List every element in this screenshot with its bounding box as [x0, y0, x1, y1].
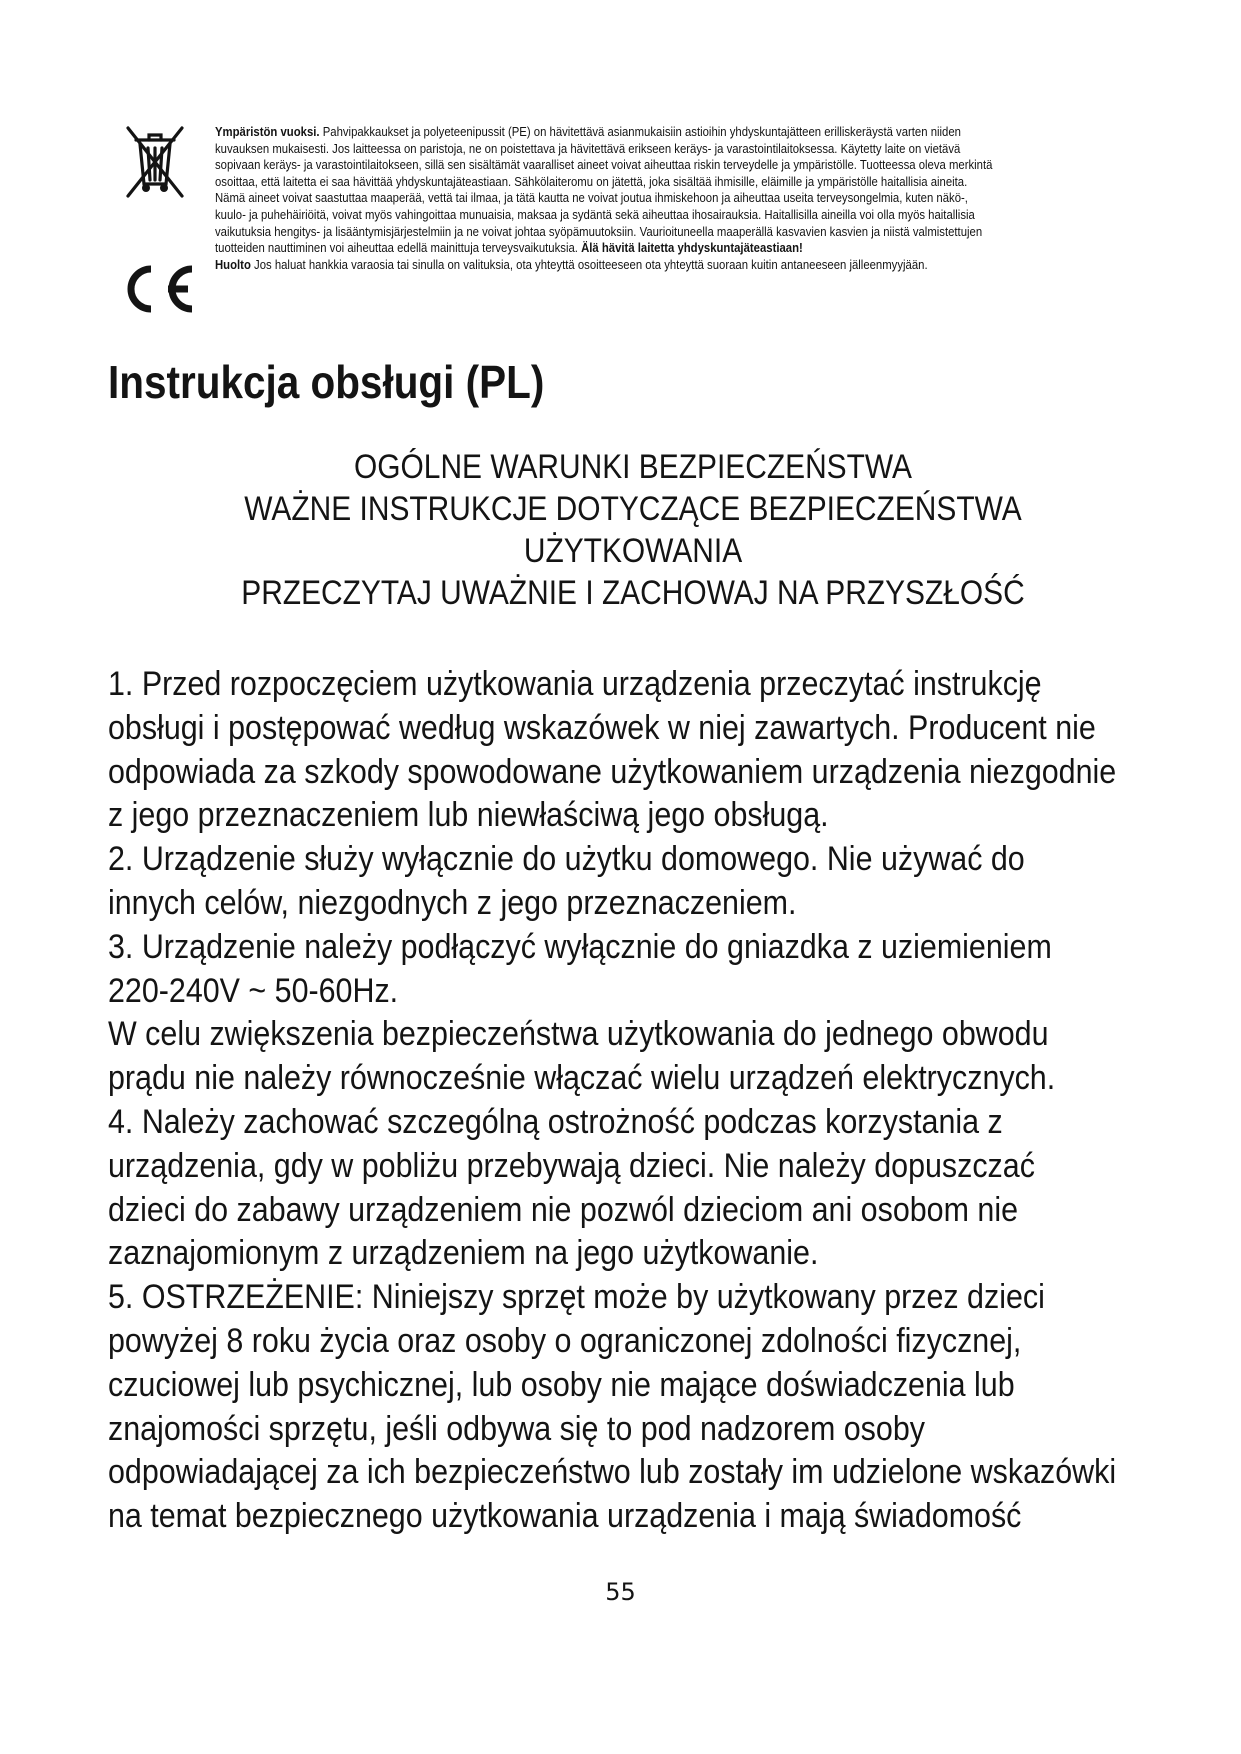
- body-line: 3. Urządzenie należy podłączyć wyłącznie do gniazdka z uziemieniem: [108, 927, 1052, 966]
- notice-heading: Ympäristön vuoksi.: [215, 125, 320, 139]
- body-line: 220-240V ~ 50-60Hz.: [108, 971, 399, 1010]
- body-line: czuciowej lub psychicznej, lub osoby nie mające doświadczenia lub: [108, 1365, 1015, 1404]
- environment-notice: [215, 124, 1079, 273]
- body-line: na temat bezpiecznego użytkowania urządzenia i mają świadomość: [108, 1497, 1022, 1536]
- notice-line: Nämä aineet voivat saastuttaa maaperää, vettä tai ilmaa, ja tätä kautta ne voivat joutua ihmiskehoon ja aiheuttaa useita terveysongelmia, kuten näkö-,: [215, 191, 968, 206]
- body-line: 4. Należy zachować szczególną ostrożność podczas korzystania z: [108, 1102, 1003, 1141]
- notice-line: kuulo- ja puhehäiriöitä, voivat myös vahingoittaa munuaisia, maksaa ja sydäntä sekä aiheuttaa ihosairauksia. Haitallisilla aineilla voi olla myös haitallisia: [215, 207, 975, 222]
- body-line: z jego przeznaczeniem lub niewłaściwą jego obsługą.: [108, 796, 829, 835]
- notice-line: osoittaa, että laitetta ei saa hävittää yhdyskuntajäteastiaan. Sähkölaiteromu on jätettä, joka sisältää ihmisille, eläimille ja ympäristölle haitallisia aineita.: [215, 174, 968, 189]
- body-line: odpowiadającej za ich bezpieczeństwo lub zostały im udzielone wskazówki: [108, 1453, 1117, 1492]
- body-line: 5. OSTRZEŻENIE: Niniejszy sprzęt może by użytkowany przez dzieci: [108, 1278, 1045, 1317]
- body-line: 1. Przed rozpoczęciem użytkowania urządzenia przeczytać instrukcję: [108, 665, 1042, 703]
- safety-heading: UŻYTKOWANIA: [523, 532, 743, 570]
- body-line: dzieci do zabawy urządzeniem nie pozwól dzieciom ani osobom nie: [108, 1190, 1019, 1229]
- body-line: zaznajomionym z urządzeniem na jego użytkowanie.: [108, 1234, 819, 1273]
- body-line: urządzenia, gdy w pobliżu przebywają dzieci. Nie należy dopuszczać: [108, 1146, 1035, 1185]
- notice-line: Ympäristön vuoksi. Pahvipakkaukset ja polyeteenipussit (PE) on hävitettävä asianmukaisiin astioihin yhdyskuntajätteen erilliskeräystä varten niiden: [215, 125, 961, 139]
- crossed-out-bin-icon: [122, 122, 188, 202]
- body-line: powyżej 8 roku życia oraz osoby o ograniczonej zdolności fizycznej,: [108, 1321, 1022, 1360]
- body-line: odpowiada za szkody spowodowane użytkowaniem urządzenia niezgodnie: [108, 752, 1117, 791]
- notice-line: kuvauksen mukaisesti. Jos laitteessa on paristoja, ne on poistettava ja hävitettävä erikseen keräys- ja varastointilaitoksessa. Käytetty laite on vietävä: [215, 141, 961, 156]
- body-line: prądu nie należy równocześnie włączać wielu urządzeń elektrycznych.: [108, 1059, 1056, 1098]
- body-line: 2. Urządzenie służy wyłącznie do użytku domowego. Nie używać do: [108, 840, 1025, 879]
- notice-line: tuotteiden nauttiminen voi aiheuttaa edellä mainittuja terveysvaikutuksia. Älä hävitä laitetta yhdyskuntajäteastiaan!: [215, 241, 803, 256]
- service-heading: Huolto: [215, 257, 251, 272]
- safety-heading: PRZECZYTAJ UWAŻNIE I ZACHOWAJ NA PRZYSZŁOŚĆ: [241, 574, 1025, 612]
- notice-service-line: Huolto Jos haluat hankkia varaosia tai sinulla on valituksia, ota yhteyttä osoitteeseen ota yhteyttä suoraan kuitin antaneeseen jälleenmyyjään.: [215, 257, 928, 272]
- body-line: obsługi i postępować według wskazówek w niej zawartych. Producent nie: [108, 708, 1096, 747]
- safety-headings: [108, 446, 1158, 614]
- body-line: innych celów, niezgodnych z jego przeznaczeniem.: [108, 883, 797, 922]
- safety-heading: OGÓLNE WARUNKI BEZPIECZEŃSTWA: [353, 448, 913, 486]
- page-title: Instrukcja obsługi (PL): [108, 356, 545, 408]
- safety-heading: WAŻNE INSTRUKCJE DOTYCZĄCE BEZPIECZEŃSTWA: [244, 490, 1022, 528]
- page-number: 55: [605, 1578, 636, 1606]
- ce-mark-icon: [118, 260, 200, 318]
- instructions-body: [108, 663, 1155, 1539]
- symbols-column: [118, 122, 198, 318]
- body-line: znajomości sprzętu, jeśli odbywa się to pod nadzorem osoby: [108, 1409, 925, 1448]
- notice-warning: Älä hävitä laitetta yhdyskuntajäteastiaan!: [581, 241, 803, 256]
- notice-line: vaikutuksia hengitys- ja lisääntymisjärjestelmiin ja ne voivat johtaa syöpämuutoksiin. Vaurioituneella maaperällä kasvavien kasvien ja niistä valmistettujen: [215, 224, 983, 239]
- notice-line: sopivaan keräys- ja varastointilaitokseen, sillä sen sisältämät vaaralliset aineet voivat aiheuttaa riskin terveydelle ja ympäristölle. Tuotteessa oleva merkintä: [215, 158, 993, 173]
- body-line: W celu zwiększenia bezpieczeństwa użytkowania do jednego obwodu: [108, 1015, 1049, 1054]
